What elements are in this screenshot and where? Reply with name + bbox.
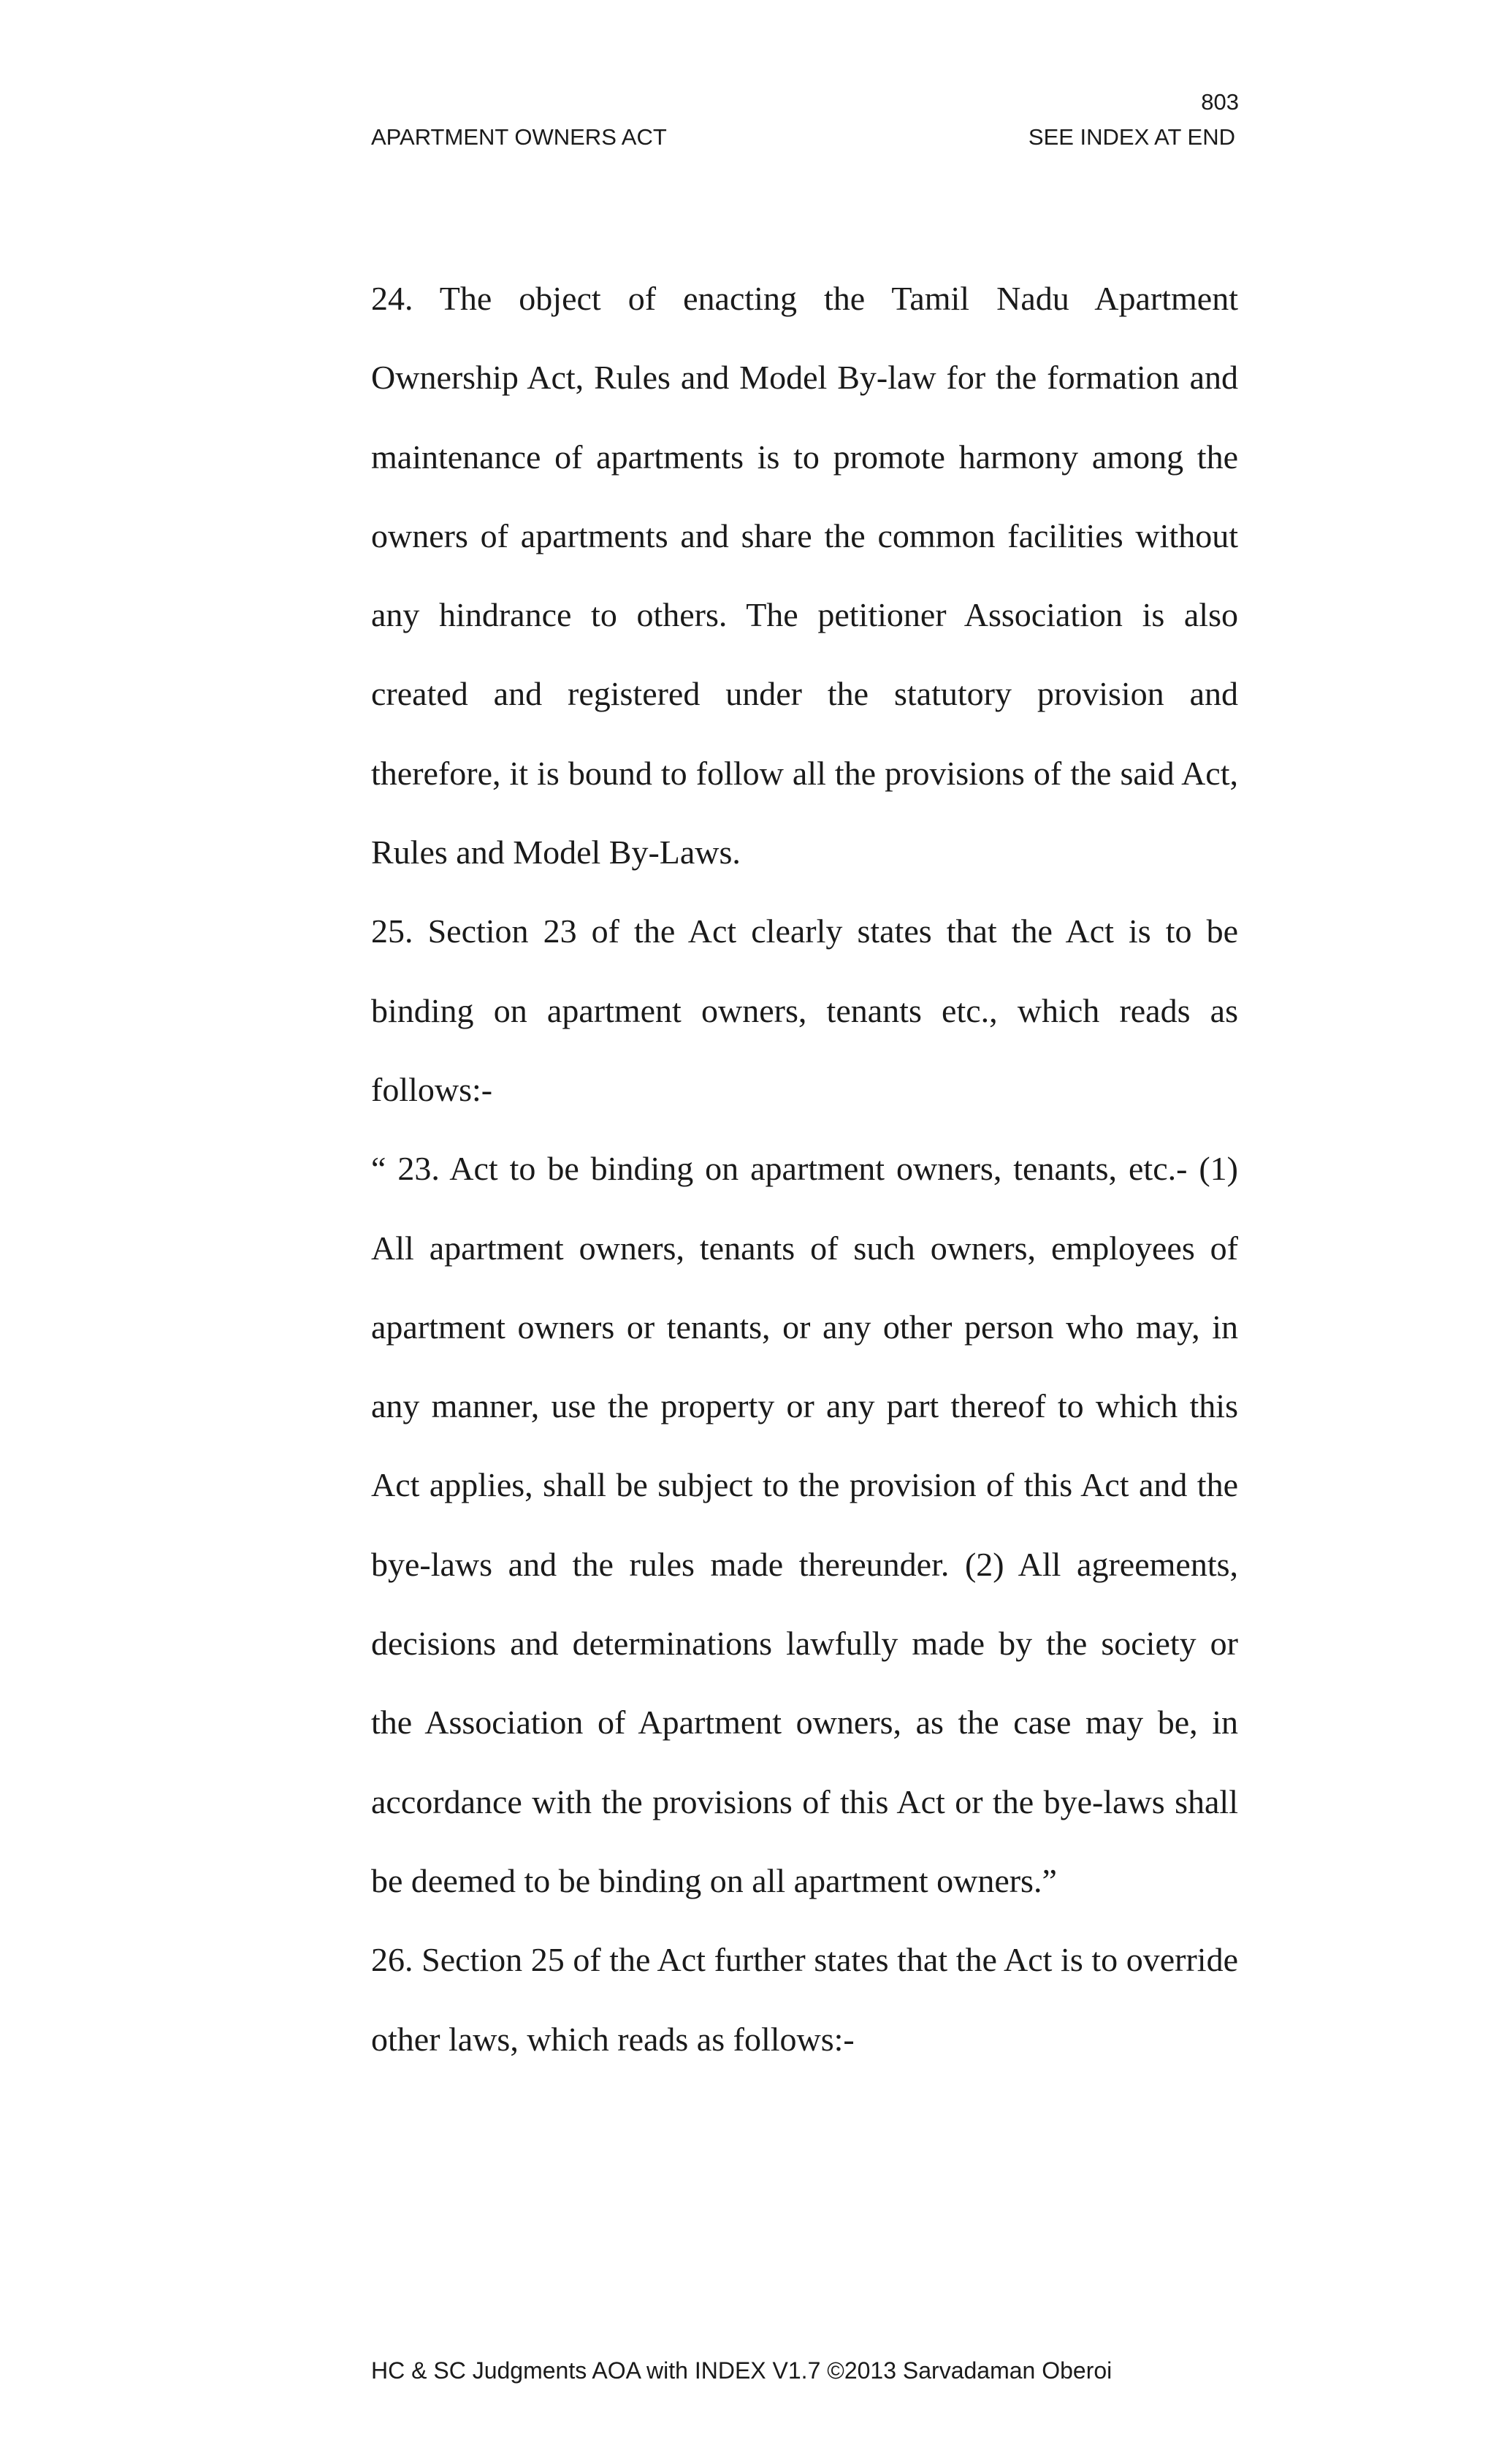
running-title: APARTMENT OWNERS ACT xyxy=(371,124,667,150)
document-body xyxy=(371,259,1238,2079)
paragraph-24: 24. The object of enacting the Tamil Nadu Apartment Ownership Act, Rules and Model By-law for the formation and maintenance of apartments is to promote harmony among the owners of apartments and share the common facilities without any hindrance to others. The petitioner Association is also created and registered under the statutory provision and therefore, it is bound to follow all the provisions of the said Act, Rules and Model By-Laws. xyxy=(371,280,1238,871)
quoted-section-23: “ 23. Act to be binding on apartment owners, tenants, etc.- (1) All apartment owners, tenants of such owners, employees of apartment owners or tenants, or any other person who may, in any manner, use the property or any part thereof to which this Act applies, shall be subject to the provision of this Act and the bye-laws and the rules made thereunder. (2) All agreements, decisions and determinations lawfully made by the society or the Association of Apartment owners, as the case may be, in accordance with the provisions of this Act or the bye-laws shall be deemed to be binding on all apartment owners.” xyxy=(371,1150,1238,1899)
paragraph-26: 26. Section 25 of the Act further states that the Act is to override other laws, which reads as follows:- xyxy=(371,1941,1238,2058)
paragraph-25: 25. Section 23 of the Act clearly states that the Act is to be binding on apartment owners, tenants etc., which reads as follows:- xyxy=(371,912,1238,1108)
index-note: SEE INDEX AT END xyxy=(1028,124,1235,150)
page-number: 803 xyxy=(1201,89,1239,115)
footer-copyright: HC & SC Judgments AOA with INDEX V1.7 ©2013 Sarvadaman Oberoi xyxy=(371,2357,1113,2384)
